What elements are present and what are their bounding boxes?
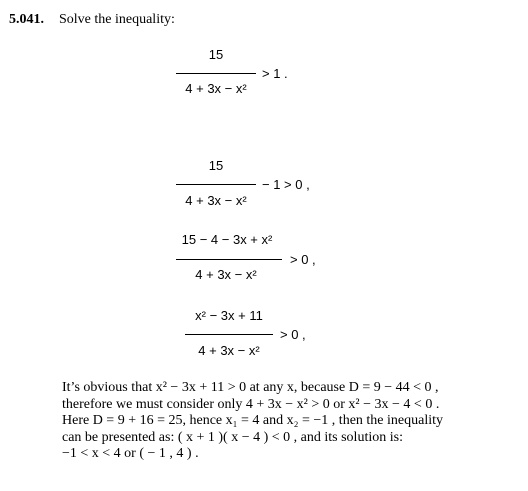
step2-fraction-bar: [176, 259, 282, 260]
step3-denominator: 4 + 3x − x²: [198, 343, 260, 358]
problem-header: [9, 12, 175, 28]
solution-paragraph: [62, 380, 443, 463]
step1-numerator: 15: [208, 158, 224, 173]
step3-relation: > 0 ,: [280, 327, 306, 342]
given-numerator: 15: [208, 47, 224, 62]
given-fraction-bar: [176, 73, 256, 74]
problem-number: 5.041.: [9, 12, 44, 27]
step2-numerator: 15 − 4 − 3x + x²: [181, 232, 273, 247]
step1-fraction-bar: [176, 184, 256, 185]
given-relation: > 1 .: [262, 66, 288, 81]
step1-relation: − 1 > 0 ,: [262, 177, 310, 192]
step2-relation: > 0 ,: [290, 252, 316, 267]
step3-fraction-bar: [185, 334, 273, 335]
step3-numerator: x² − 3x + 11: [195, 308, 263, 323]
step1-denominator: 4 + 3x − x²: [185, 193, 247, 208]
solution-line-5: −1 < x < 4 or ( − 1 , 4 ) .: [62, 446, 199, 461]
solution-line-1: It’s obvious that x² − 3x + 11 > 0 at any x, because D = 9 − 44 < 0 ,: [62, 380, 439, 395]
problem-statement: Solve the inequality:: [59, 12, 175, 27]
solution-line-2: therefore we must consider only 4 + 3x − x² > 0 or x² − 3x − 4 < 0 .: [62, 396, 440, 412]
step2-denominator: 4 + 3x − x²: [195, 267, 257, 282]
solution-line-4: can be presented as: ( x + 1 )( x − 4 ) < 0 , and its solution is:: [62, 429, 403, 445]
given-denominator: 4 + 3x − x²: [185, 81, 247, 96]
solution-line-3: Here D = 9 + 16 = 25, hence x₁ = 4 and x₂ = −1 , then the inequality: [62, 413, 443, 428]
